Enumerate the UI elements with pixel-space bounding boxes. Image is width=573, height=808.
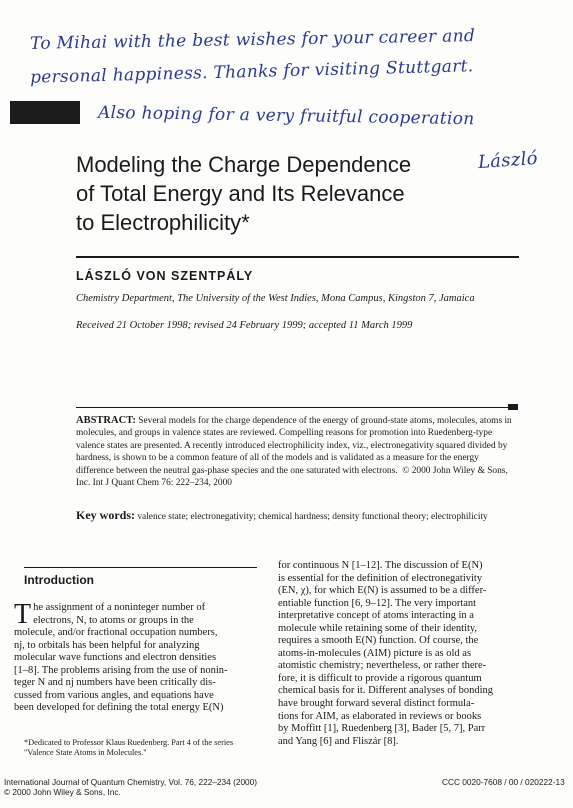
abstract-label: ABSTRACT: (76, 415, 136, 426)
body-line: entiable function [6, 9–12]. The very important (278, 597, 477, 609)
body-line: nj, to orbitals has been helpful for analyzing (14, 639, 200, 651)
intro-column-right (278, 560, 528, 748)
body-line: have brought forward several distinct formula- (278, 698, 475, 710)
body-line: atomistic chemistry; nevertheless, or rather there- (278, 660, 487, 672)
body-line: (EN, χ), for which E(N) is assumed to be a differ- (278, 585, 487, 597)
body-line: chemical basis for it. Different analyses of bonding (278, 685, 493, 697)
body-line: he assignment of a noninteger number of (33, 602, 206, 613)
body-line: electrons, N, to atoms or groups in the (33, 614, 194, 626)
intro-column-left (14, 599, 262, 715)
body-line: teger N and nj numbers have been critically dis- (14, 677, 216, 689)
body-line: tions for AIM, as elaborated in reviews or books (278, 710, 482, 722)
body-line: [1–8]. The problems arising from the use of nonin- (14, 664, 228, 676)
title-line: Modeling the Charge Dependence (76, 152, 412, 177)
paper-title (76, 150, 496, 237)
title-line: of Total Energy and Its Relevance (76, 181, 405, 206)
body-line: for continuous N [1–12]. The discussion of E(N) (278, 560, 483, 571)
handwritten-signature: László (477, 147, 539, 174)
body-line: requires a smooth E(N) function. Of course, the (278, 635, 479, 647)
keywords (76, 509, 516, 523)
keywords-label: Key words: (76, 508, 135, 522)
abstract (76, 415, 516, 489)
handwritten-dedication-line-2: personal happiness. Thanks for visiting Stuttgart. (29, 56, 474, 88)
ccc-code: CCC 0020-7608 / 00 / 020222-13 (442, 777, 565, 787)
title-line: to Electrophilicity* (76, 210, 250, 235)
section-heading-introduction: Introduction (24, 573, 94, 587)
author-name: LÁSZLÓ VON SZENTPÁLY (76, 269, 254, 283)
body-line: atoms-in-molecules (AIM) picture is as old as (278, 647, 472, 659)
body-line: interpretative concept of atoms interacting in a (278, 610, 474, 622)
body-line: is essential for the definition of electronegativity (278, 572, 483, 584)
body-line: molecular wave functions and electron densities (14, 652, 217, 664)
body-line: molecule, and/or fractional occupation numbers, (14, 627, 218, 639)
handwritten-dedication-line-3: Also hoping for a very fruitful cooperation (97, 102, 475, 130)
journal-citation: International Journal of Quantum Chemistry, Vol. 76, 222–234 (2000) (4, 777, 258, 787)
body-line: been developed for defining the total energy E(N) (14, 702, 224, 714)
submission-dates: Received 21 October 1998; revised 24 February 1999; accepted 11 March 1999 (76, 320, 413, 331)
author-affiliation: Chemistry Department, The University of the West Indies, Mona Campus, Kingston 7, Jamaica (76, 293, 475, 304)
drop-cap: T (14, 599, 32, 630)
footnote: *Dedicated to Professor Klaus Ruedenberg. Part 4 of the series "Valence State Atoms in Molecules." (24, 738, 234, 757)
abstract-text: Several models for the charge dependence of the energy of ground-state atoms, molecules, atoms in molecules, and groups in valence states are reviewed. Compelling reasons for promotion into Ruedenberg-type valence states are presented. A recently introduced electrophilicity index, viz., electronegativity squared divided by hardness, is shown to be a common feature of all of the models and is validated as a measure for the energy difference between the neutral gas-phase species and the one saturated with electrons. (76, 416, 512, 476)
keywords-text: valence state; electronegativity; chemical hardness; density functional theory; electrophilicity (137, 512, 488, 522)
publisher-copyright: © 2000 John Wiley & Sons, Inc. (4, 787, 121, 797)
body-line: and Yang [6] and Fliszár [8]. (278, 735, 399, 747)
section-rule (24, 567, 257, 568)
abstract-rule-marker (508, 404, 518, 410)
header-black-bar (10, 101, 80, 124)
handwritten-dedication-line-1: To Mihai with the best wishes for your career and (29, 26, 476, 54)
abstract-rule (76, 407, 514, 408)
journal-footer (4, 777, 257, 797)
abstract-copyright: © 2000 John Wiley & Sons, Inc. Int J Quant Chem 76: 222–234, 2000 (76, 465, 508, 489)
body-line: by Moffitt [1], Ruedenberg [3], Bader [5, 7], Parr (278, 723, 486, 735)
title-rule (76, 256, 519, 258)
body-line: cussed from various angles, and equations have (14, 689, 214, 701)
body-line: fore, it is difficult to provide a rigorous quantum (278, 672, 482, 684)
body-line: molecule while retaining some of their identity, (278, 622, 478, 634)
